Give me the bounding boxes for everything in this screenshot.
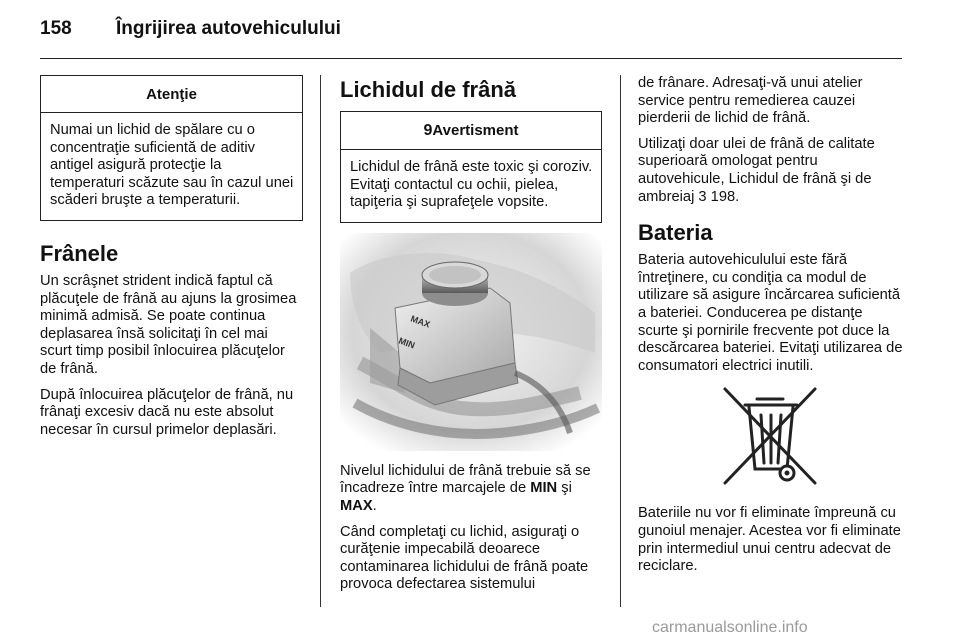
brakes-paragraph-1: Un scrâşnet strident indică faptul că plăcuţele de frână au ajuns la grosimea minimă admisă. Se poate continua deplasarea însă solicitaţi în cel mai scurt timp posibil înlocuirea plăcuţelor de frână. [40, 272, 297, 377]
warning-box [340, 111, 602, 223]
and-text: şi [557, 480, 572, 497]
min-mark-label: MIN [397, 335, 417, 351]
disposal-paragraph: Bateriile nu vor fi eliminate împreună cu gunoiul menajer. Acestea vor fi eliminate prin intermediul unui centru adecvat de reciclare. [638, 505, 901, 575]
recycling-figure [638, 383, 903, 493]
section-heading-brake-fluid: Lichidul de frână [340, 77, 517, 102]
battery-paragraph: Bateria autovehiculului este fără întreţinere, cu condiţia ca modul de utilizare să asigure încărcarea suficientă a bateriei. Conducerea pe distanţe scurte şi pornirile frecvente pot duce la descărcarea bateriei. Evitaţi utilizarea de consumatori electrici inutili. [638, 252, 903, 374]
warning-title-label: Avertisment [432, 122, 519, 139]
level-paragraph [340, 463, 602, 516]
column-1 [40, 75, 303, 447]
warning-body: Lichidul de frână este toxic şi coroziv. Evitaţi contactul cu ochii, pielea, tapiţeria şi suprafeţele vopsite. [350, 159, 593, 211]
notice-body: Numai un lichid de spălare cu o concentraţie suficientă de aditiv antigel asigură protecţie la temperaturi scăzute sau în cazul unei scăderi bruşte a temperaturii. [50, 122, 294, 209]
notice-title: Atenţie [41, 76, 302, 113]
warning-title [341, 112, 601, 150]
min-mark-text: MIN [530, 480, 558, 497]
header-rule [40, 58, 902, 59]
max-mark-text: MAX [340, 497, 373, 514]
column-2 [340, 75, 602, 602]
repair-paragraph: de frânare. Adresaţi-vă unui atelier service pentru remedierea cauzei pierderii de lichid de frână. [638, 75, 863, 127]
page-reference-icon: 3 [698, 188, 707, 205]
max-mark-label: MAX [409, 313, 432, 330]
column-divider-1 [320, 75, 321, 607]
level-text: Nivelul lichidului de frână trebuie să se încadreze între marcajele de [340, 462, 591, 497]
warning-triangle-icon: 9 [423, 122, 433, 139]
fluid-quality-text: Utilizaţi doar ulei de frână de calitate superioară omologat pentru autovehicule, Lichidul de frână şi de ambreiaj [638, 135, 875, 205]
section-heading-brakes: Frânele [40, 240, 119, 266]
column-3 [638, 75, 903, 584]
refill-paragraph: Când completaţi cu lichid, asiguraţi o curăţenie impecabilă deoarece contaminarea lichidului de frână poate provoca defectarea sistemului [340, 523, 589, 593]
page-number: 158 [40, 18, 72, 39]
period-text: . [372, 497, 377, 514]
brake-fluid-reservoir-illustration [340, 233, 602, 451]
chapter-title: Îngrijirea autovehiculului [116, 18, 341, 39]
watermark: carmanualsonline.info [652, 619, 808, 636]
section-heading-battery: Bateria [638, 220, 713, 246]
crossed-bin-icon [715, 383, 825, 491]
notice-box [40, 75, 303, 221]
fluid-quality-paragraph [638, 136, 903, 206]
brakes-paragraph-2: După înlocuirea plăcuţelor de frână, nu frânaţi excesiv dacă nu este absolut necesar în cursul primelor deplasări. [40, 386, 294, 438]
brake-fluid-reservoir-figure [340, 233, 602, 451]
page-reference-number: 198. [706, 188, 740, 205]
column-divider-2 [620, 75, 621, 607]
